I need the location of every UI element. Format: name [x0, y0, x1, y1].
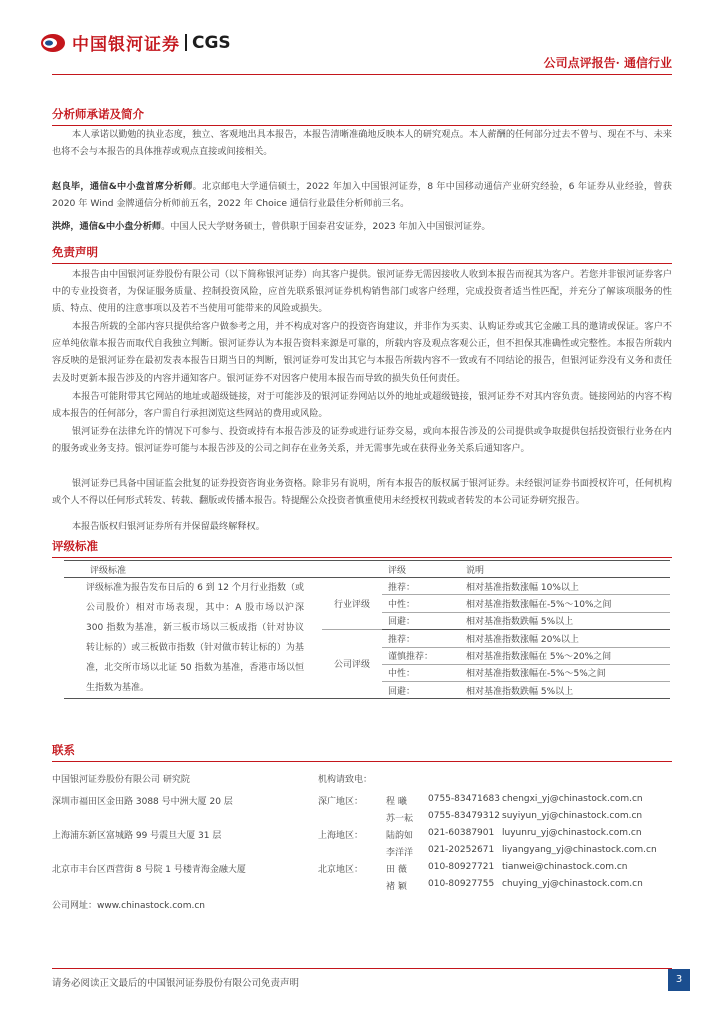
contact-phone: 010-80927755 [428, 879, 495, 889]
office-region: 上海地区： [318, 831, 364, 841]
rating-col-rating: 评级 [382, 561, 460, 578]
rating-table [64, 560, 670, 699]
disclaimer-p1-text: 本报告由中国银河证券股份有限公司（以下简称银河证券）向其客户提供。银河证券无需因接收人收到本报告而视其为客户。若您并非银河证券客户中的专业投资者，为保证服务质量、控制投资风险，应首先联系银河证券机构销售部门或客户经理，完成投资者适当性匹配，并充分了解该项服务的性质、特点、使用的注意事项以及若不当使用可能带来的风险或损失。 [52, 269, 672, 315]
analyst-2-name: 洪烨，通信&中小盘分析师 [52, 221, 162, 232]
disclaimer-p6-text: 本报告版权归银河证券所有并保留最终解释权。 [72, 521, 265, 532]
rating-desc: 相对基准指数涨幅 20%以上 [460, 629, 670, 647]
contact-email[interactable]: luyunru_yj@chinastock.com.cn [502, 828, 642, 838]
report-type: 公司点评报告· 通信行业 [543, 56, 672, 70]
disclaimer-p3 [52, 388, 672, 422]
table-row [64, 578, 670, 595]
contact-phone: 021-20252671 [428, 845, 495, 855]
contact-phone: 0755-83471683 [428, 794, 500, 804]
contact-name: 褚 颖 [386, 882, 407, 892]
contact-email[interactable]: tianwei@chinastock.com.cn [502, 862, 628, 872]
company-rating-label: 公司评级 [322, 629, 382, 698]
disclaimer-p2 [52, 318, 672, 387]
analyst-2 [52, 218, 672, 235]
contact-email[interactable]: chuying_yj@chinastock.com.cn [502, 879, 643, 889]
contact-email[interactable]: chengxi_yj@chinastock.com.cn [502, 794, 643, 804]
contact-name: 李洋洋 [386, 848, 414, 858]
office-address: 上海浦东新区富城路 99 号震旦大厦 31 层 [52, 831, 222, 841]
contact-section-title: 联系 [52, 742, 672, 762]
contact-name: 程 曦 [386, 797, 407, 807]
industry-rating-label: 行业评级 [322, 578, 382, 630]
rating-col-category [322, 561, 382, 578]
rating-desc: 相对基准指数涨幅在-5%～5%之间 [460, 664, 670, 681]
disclaimer-p1 [52, 266, 672, 318]
disclaimer-p5 [52, 475, 672, 509]
analyst-intro-text: 本人承诺以勤勉的执业态度，独立、客观地出具本报告，本报告清晰准确地反映本人的研究观点。本人薪酬的任何部分过去不曾与、现在不与、未来也将不会与本报告的具体推荐或观点直接或间接相关。 [52, 129, 672, 158]
office-region: 北京地区： [318, 865, 364, 875]
contact-name: 田 薇 [386, 865, 407, 875]
logo-mark-icon [40, 32, 66, 54]
office-address: 深圳市福田区金田路 3088 号中洲大厦 20 层 [52, 797, 233, 807]
company-website[interactable]: 公司网址：www.chinastock.com.cn [52, 901, 205, 911]
rating-col-desc: 说明 [460, 561, 670, 578]
contact-phone: 0755-83479312 [428, 811, 500, 821]
logo-en: CGS [192, 32, 231, 53]
contact-sales-label: 机构请致电： [318, 775, 373, 785]
rating-value: 推荐： [382, 629, 460, 647]
page-header [0, 0, 724, 80]
contact-email[interactable]: liyangyang_yj@chinastock.com.cn [502, 845, 657, 855]
rating-desc: 相对基准指数跌幅 5%以上 [460, 612, 670, 629]
analyst-2-bio: 。中国人民大学财务硕士，曾供职于国泰君安证券，2023 年加入中国银河证券。 [161, 221, 491, 232]
contact-phone: 010-80927721 [428, 862, 495, 872]
office-region: 深广地区： [318, 797, 364, 807]
rating-standard-text: 评级标准为报告发布日后的 6 到 12 个月行业指数（或公司股价）相对市场表现，其中：A 股市场以沪深 300 指数为基准，新三板市场以三板成指（针对协议转让标的）或三板做市指数（针对做市转让标的）为基准，北交所市场以北证 50 指数为基准，香港市场以恒生指数为基准。 [64, 578, 322, 699]
disclaimer-p6 [52, 518, 672, 535]
rating-header-row [64, 561, 670, 578]
analyst-intro [52, 126, 672, 160]
rating-value: 推荐： [382, 578, 460, 595]
logo-text: 中国银河证券 [72, 35, 180, 55]
contact-name: 陆韵如 [386, 831, 414, 841]
rating-desc: 相对基准指数涨幅在-5%～10%之间 [460, 595, 670, 612]
rating-value: 中性： [382, 664, 460, 681]
rating-desc: 相对基准指数涨幅 10%以上 [460, 578, 670, 595]
disclaimer-p3-text: 本报告可能附带其它网站的地址或超级链接，对于可能涉及的银河证券网站以外的地址或超级链接，银河证券不对其内容负责。链接网站的内容不构成本报告的任何部分，客户需自行承担浏览这些网站的费用或风险。 [52, 391, 672, 420]
disclaimer-p2-text: 本报告所载的全部内容只提供给客户做参考之用，并不构成对客户的投资咨询建议，并非作为买卖、认购证券或其它金融工具的邀请或保证。客户不应单纯依靠本报告而取代自我独立判断。银河证券认为本报告资料来源是可靠的，所载内容及观点客观公正，但不担保其准确性或完整性。本报告所载内容反映的是银河证券在最初发表本报告日期当日的判断，银河证券可发出其它与本报告所载内容不一致或有不同结论的报告，但银河证券没有义务和责任去及时更新本报告涉及的内容并通知客户。银河证券不对因客户使用本报告而导致的损失负任何责任。 [52, 321, 672, 384]
rating-desc: 相对基准指数跌幅 5%以上 [460, 682, 670, 699]
disclaimer-p4 [52, 423, 672, 457]
rating-value: 谨慎推荐： [382, 647, 460, 664]
logo-separator [185, 34, 187, 51]
analyst-1 [52, 178, 672, 212]
footer-disclaimer: 请务必阅读正文最后的中国银河证券股份有限公司免责声明 [52, 978, 300, 989]
analyst-1-bio: 。北京邮电大学通信硕士，2022 年加入中国银河证券，8 年中国移动通信产业研究经验，6 年证券从业经验，曾获 2020 年 Wind 金牌通信分析师前五名，2022 年 Choice 通信行业最佳分析师前三名。 [52, 181, 672, 210]
contact-phone: 021-60387901 [428, 828, 495, 838]
rating-desc: 相对基准指数涨幅在 5%～20%之间 [460, 647, 670, 664]
rating-col-standard: 评级标准 [64, 561, 322, 578]
company-logo [40, 30, 231, 55]
contact-email[interactable]: suyiyun_yj@chinastock.com.cn [502, 811, 643, 821]
office-address: 北京市丰台区西营街 8 号院 1 号楼青海金融大厦 [52, 865, 246, 875]
rating-value: 回避： [382, 682, 460, 699]
rating-value: 中性： [382, 595, 460, 612]
rating-section-title: 评级标准 [52, 538, 672, 558]
contact-company: 中国银河证券股份有限公司 研究院 [52, 775, 190, 785]
disclaimer-section-title: 免责声明 [52, 244, 672, 264]
contact-name: 苏一耘 [386, 814, 414, 824]
analyst-1-name: 赵良毕，通信&中小盘首席分析师 [52, 181, 193, 192]
header-divider [52, 74, 672, 75]
disclaimer-p5-text: 银河证券已具备中国证监会批复的证券投资咨询业务资格。除非另有说明，所有本报告的版权属于银河证券。未经银河证券书面授权许可，任何机构或个人不得以任何形式转发、转载、翻版或传播本报告。特提醒公众投资者慎重使用未经授权刊载或者转发的本公司证券研究报告。 [52, 478, 672, 507]
rating-value: 回避： [382, 612, 460, 629]
page-number: 3 [668, 969, 690, 991]
footer-divider [52, 968, 672, 969]
disclaimer-p4-text: 银河证券在法律允许的情况下可参与、投资或持有本报告涉及的证券或进行证券交易，或向本报告涉及的公司提供或争取提供包括投资银行业务在内的服务或业务支持。银河证券可能与本报告涉及的公司之间存在业务关系，并无需事先或在获得业务关系后通知客户。 [52, 426, 672, 455]
analyst-section-title: 分析师承诺及简介 [52, 106, 672, 126]
